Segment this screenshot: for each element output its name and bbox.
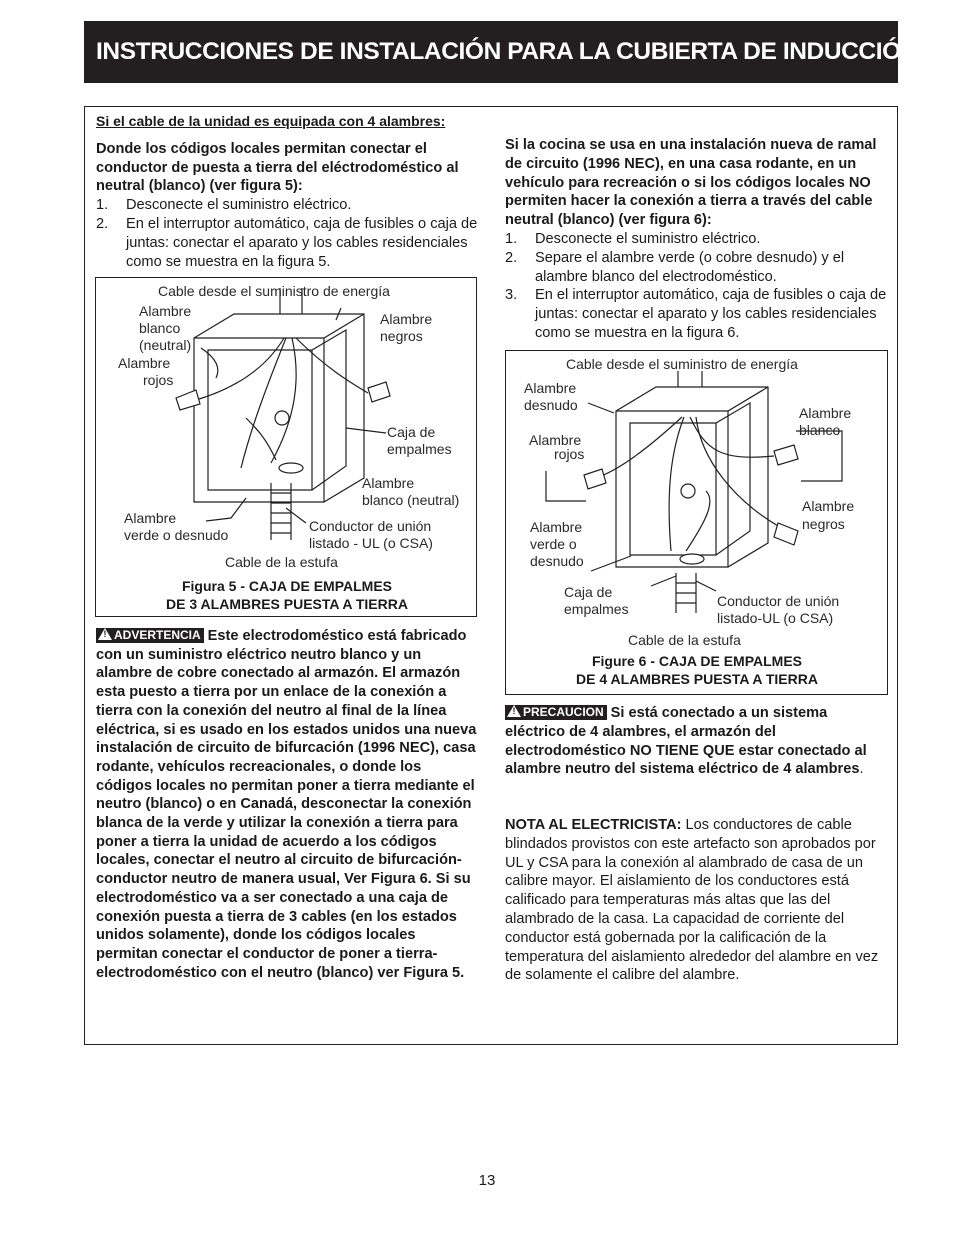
right-intro: Si la cocina se usa en una instalación nueva de ramal de circuito (1996 NEC), en una casa rodante, en un vehículo para recreación o si los códigos locales NO permiten hacer la conexión a tierra a través del cable neutral (blanco) (ver figura 6): (505, 137, 877, 229)
fig6-label-white-2: blanco (799, 422, 841, 438)
fig5-label-white-neutral-2: blanco (neutral) (362, 492, 460, 508)
fig5-label-white-3: (neutral) (139, 337, 192, 353)
fig6-label-green-1: Alambre (530, 519, 583, 535)
list-item (505, 249, 890, 287)
fig5-label-conductor-2: listado - UL (o CSA) (309, 535, 433, 551)
left-column (96, 112, 480, 271)
fig6-label-cable-supply: Cable desde el suministro de energía (566, 356, 798, 372)
list-item (96, 215, 480, 271)
fig6-label-white-1: Alambre (799, 405, 852, 421)
step-number: 1. (96, 197, 109, 214)
figure-6-caption-line-1: Figure 6 - CAJA DE EMPALMES (591, 653, 803, 669)
fig6-label-red-1: Alambre (529, 432, 582, 448)
list-item (505, 230, 890, 249)
fig6-label-green-3: desnudo (530, 553, 584, 569)
fig5-label-box-1: Caja de (387, 424, 436, 440)
fig6-label-green-2: verde o (530, 536, 577, 552)
step-text: En el interruptor automático, caja de fusibles o caja de juntas: conectar el aparato y los cables residenciales como se muestra en la figura 6. (535, 287, 887, 341)
left-steps (96, 196, 480, 271)
figure-5-caption-line-1: Figura 5 - CAJA DE EMPALMES (181, 578, 393, 594)
caution-text-end: . (859, 761, 864, 778)
figure-5-diagram (96, 278, 478, 618)
warning-text: Este electrodoméstico está fabricado con un suministro eléctrico neutro blanco y un alambre de cobre conectado al armazón. El armazón esta puesto a tierra por un enlace de la conexión a tierra con la conexión del neutro al final de la línea eléctrica, si es usado en los estados unidos una nueva instalación de circuito de bifurcación (1996 NEC), casa rodante, vehículos recreacionales, o donde los códigos locales no permitan poner a tierra mediante el neutro (blanco) o en Canadá, desconectar la conexión blanca de la verde y utilizar la conexión a tierra para poner a tierra la unidad de acuerdo a los códigos locales, conectar el neutro al circuito de bifurcación- conductor neutro de manera usual, Ver Figura 6. Si su electrodoméstico va a ser conectado a una caja de conexión puesta a tierra de 3 cables (en los estados unidos solamente), donde los códigos locales permitan conectar el conductor de poner a tierra-electrodoméstico con el neutro (blanco) ver Figura 5. (96, 628, 477, 981)
figure-6 (505, 350, 888, 695)
right-steps (505, 230, 890, 343)
warning-block (96, 627, 480, 982)
caution-triangle-icon: ! (507, 705, 521, 717)
fig6-label-black-1: Alambre (802, 498, 855, 514)
fig6-label-black-2: negros (802, 516, 845, 532)
step-text: Desconecte el suministro eléctrico. (126, 197, 352, 214)
note-label: NOTA AL ELECTRICISTA: (505, 817, 682, 833)
step-number: 3. (505, 287, 518, 304)
fig5-label-stove-cable: Cable de la estufa (225, 554, 338, 570)
fig5-label-green-2: verde o desnudo (124, 527, 229, 543)
list-item (505, 286, 890, 342)
caution-badge-label: PRECAUCION (523, 705, 604, 719)
step-text: En el interruptor automático, caja de fusibles o caja de juntas: conectar el aparato y los cables residenciales como se muestra en la figura 5. (126, 215, 478, 270)
electrician-note (505, 816, 890, 985)
fig6-label-red-2: rojos (554, 446, 585, 462)
figure-6-caption-line-2: DE 4 ALAMBRES PUESTA A TIERRA (576, 671, 818, 687)
figure-6-diagram (506, 351, 889, 696)
list-item (96, 196, 480, 215)
right-column (505, 136, 890, 343)
warning-badge (96, 628, 204, 643)
fig5-label-white-1: Alambre (139, 303, 192, 319)
step-text: Desconecte el suministro eléctrico. (535, 230, 761, 247)
page-number: 13 (478, 1172, 496, 1189)
figure-5 (95, 277, 477, 617)
step-text: Separe el alambre verde (o cobre desnudo) y el alambre blanco del electrodoméstico. (535, 249, 845, 285)
fig6-label-box-2: empalmes (564, 601, 629, 617)
fig5-label-white-2: blanco (139, 320, 181, 336)
section-subhead: Si el cable de la unidad es equipada con 4 alambres: (96, 113, 446, 129)
fig5-label-cable-supply: Cable desde el suministro de energía (158, 283, 390, 299)
caution-block (505, 704, 890, 779)
fig5-label-conductor-1: Conductor de unión (309, 518, 432, 534)
fig5-label-red-2: rojos (143, 372, 174, 388)
page-title: INSTRUCCIONES DE INSTALACIÓN PARA LA CUBIERTA DE INDUCCIÓN (84, 21, 898, 83)
caution-badge (505, 705, 607, 720)
fig6-label-box-1: Caja de (564, 584, 613, 600)
fig6-label-stove-cable: Cable de la estufa (628, 632, 741, 648)
fig5-label-black-2: negros (380, 328, 423, 344)
left-intro: Donde los códigos locales permitan conectar el conductor de puesta a tierra del eléctrodoméstico al neutral (blanco) (ver figura 5): (96, 140, 459, 195)
fig5-label-box-2: empalmes (387, 441, 452, 457)
warning-triangle-icon: ! (98, 628, 112, 640)
fig6-label-bare-1: Alambre (524, 380, 577, 396)
figure-5-caption-line-2: DE 3 ALAMBRES PUESTA A TIERRA (166, 596, 408, 612)
step-number: 1. (505, 230, 518, 247)
step-number: 2. (505, 249, 518, 266)
fig5-label-red-1: Alambre (118, 355, 171, 371)
fig5-label-green-1: Alambre (124, 510, 177, 526)
note-text: Los conductores de cable blindados provistos con este artefacto son aprobados por UL y CSA para la conexión al alambrado de casa de un calibre mayor. El aislamiento de los conductores está calificado para temperaturas más altas que las del alambrado de la casa. La capacidad de corriente del conductor está gobernada por la calificación de la temperatura del aislamiento alrededor del alambre en vez de solamente el calibre del alambre. (505, 817, 879, 984)
fig6-label-bare-2: desnudo (524, 397, 578, 413)
caution-text: Si está conectado a un sistema eléctrico de 4 alambres, el armazón del electrodoméstico NO TIENE QUE estar conectado al alambre neutro del sistema eléctrico de 4 alambres (505, 705, 867, 778)
fig6-label-conductor-1: Conductor de unión (717, 593, 840, 609)
fig5-label-black-1: Alambre (380, 311, 433, 327)
warning-badge-label: ADVERTENCIA (114, 628, 201, 642)
fig5-label-white-neutral-1: Alambre (362, 475, 415, 491)
fig6-label-conductor-2: listado-UL (o CSA) (717, 610, 834, 626)
step-number: 2. (96, 215, 109, 232)
